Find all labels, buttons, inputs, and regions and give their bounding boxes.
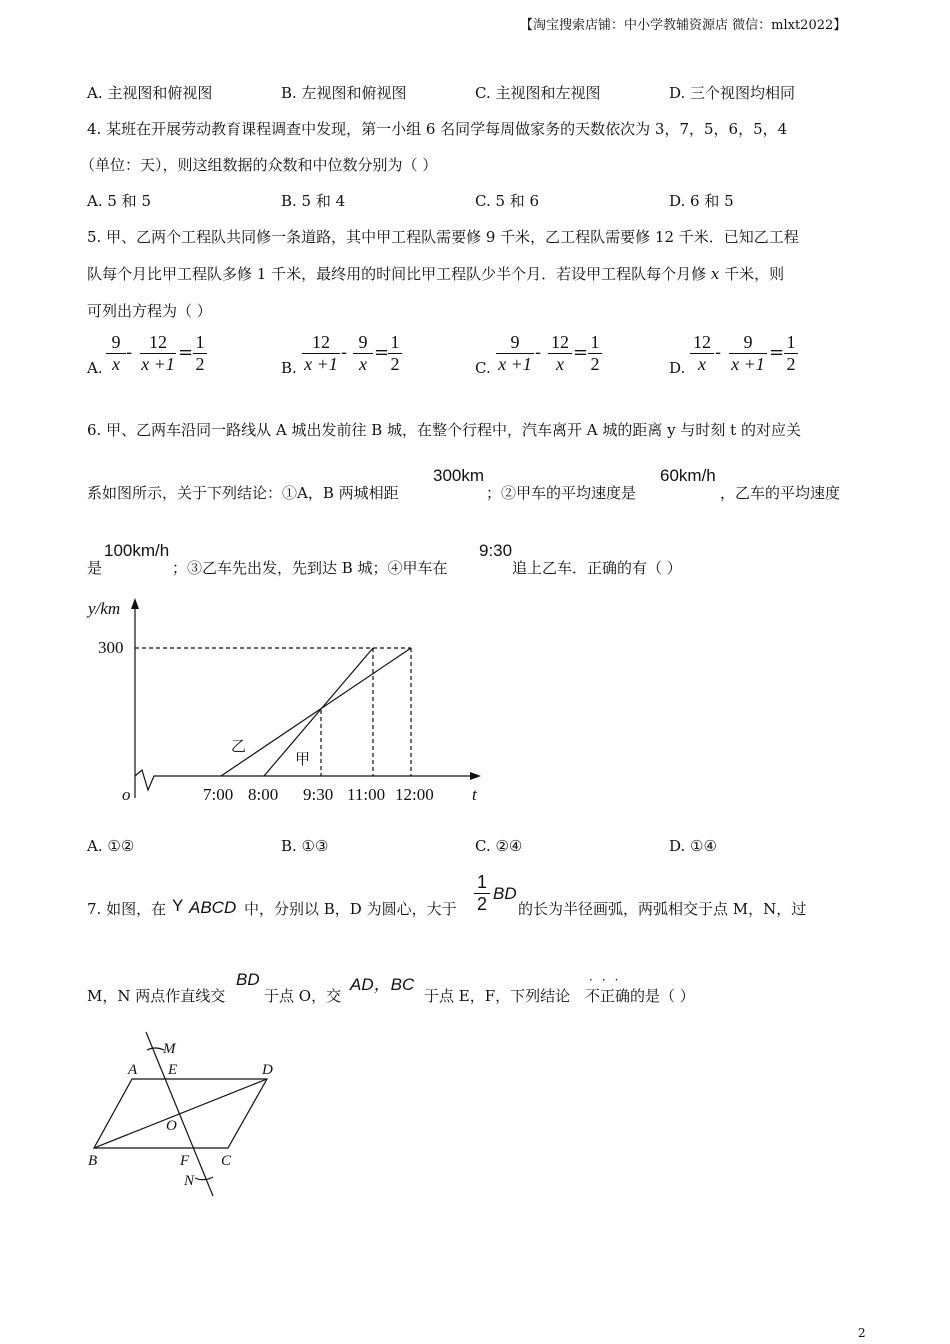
label-c: C — [221, 1153, 232, 1169]
q6-speed-a: 60km/h — [660, 466, 716, 485]
label-a: A — [128, 1062, 138, 1078]
q7-ad-bc: AD，BC — [350, 975, 415, 994]
q7-bd-2: BD — [236, 970, 260, 989]
q4-option-b: B. 5 和 4 — [281, 192, 346, 210]
q6-option-c: C. ②④ — [475, 837, 523, 855]
q5-text-line2: 队每个月比甲工程队多修 1 千米，最终用的时间比甲工程队少半个月．若设甲工程队每个月修 x 千米，则 — [87, 265, 785, 283]
q3-option-b: B. 左视图和俯视图 — [281, 84, 407, 102]
q4-option-a: A. 5 和 5 — [87, 192, 151, 210]
arc-n — [195, 1177, 213, 1180]
q6-text-line3c: 追上乙车．正确的有（ ） — [512, 559, 682, 577]
q7-text-line1b: 中，分别以 B，D 为圆心，大于 — [244, 900, 457, 918]
x-tick-700: 7:00 — [203, 785, 234, 804]
q6-distance: 300km — [433, 466, 485, 485]
q7-text-line1c: 的长为半径画弧，两弧相交于点 M，N，过 — [518, 900, 807, 918]
q6-text-line1: 6. 甲、乙两车沿同一路线从 A 城出发前往 B 城，在整个行程中，汽车离开 A 城的距离 y 与时刻 t 的对应关 — [87, 421, 801, 439]
q3-option-a: A. 主视图和俯视图 — [87, 84, 213, 102]
y-axis-label: y/km — [88, 599, 121, 618]
label-m: M — [163, 1041, 176, 1057]
q6-option-a: A. ①② — [87, 837, 135, 855]
x-tick-1200: 12:00 — [395, 785, 434, 804]
q6-text-line2c: ，乙车的平均速度 — [720, 484, 841, 502]
x-axis-label: t — [472, 785, 477, 804]
label-jia: 甲 — [295, 750, 311, 768]
q3-option-c: C. 主视图和左视图 — [475, 84, 601, 102]
q4-text-line2: （单位：天），则这组数据的众数和中位数分别为（ ） — [80, 156, 438, 174]
y-tick-300: 300 — [98, 638, 124, 657]
q6-text-line3a: 是 — [87, 559, 103, 577]
q3-option-d: D. 三个视图均相同 — [669, 84, 796, 102]
parallelogram-symbol: Y — [172, 896, 184, 915]
x-tick-800: 8:00 — [248, 785, 279, 804]
q6-text-line2a: 系如图所示，关于下列结论：①A，B 两城相距 — [87, 484, 399, 502]
x-tick-930: 9:30 — [303, 785, 334, 804]
label-n: N — [184, 1173, 195, 1189]
q7-text-line2a: M，N 两点作直线交 — [87, 987, 226, 1005]
q7-emphasis: 不正确 ··· — [585, 973, 631, 1005]
q5-text-line3: 可列出方程为（ ） — [87, 302, 212, 320]
line-mn — [146, 1032, 213, 1196]
label-d: D — [262, 1062, 273, 1078]
q7-text-line2c: 于点 E，F，下列结论 — [424, 987, 571, 1005]
q7-text-line1a: 7. 如图，在 — [87, 900, 167, 918]
page-header: 【淘宝搜索店铺：中小学教辅资源店 微信：mlxt2022】 — [520, 18, 847, 33]
q4-option-d: D. 6 和 5 — [669, 192, 734, 210]
origin-label: o — [122, 785, 131, 804]
q7-text-line2d: 的是（ ） — [630, 987, 695, 1005]
q7-abcd: ABCD — [189, 898, 237, 917]
q6-speed-b: 100km/h — [104, 541, 170, 560]
label-e: E — [168, 1062, 178, 1078]
q6-text-line3b: ；③乙车先出发，先到达 B 城；④甲车在 — [172, 559, 448, 577]
q7-half-fraction: $\frac{1}{2}$ — [474, 872, 490, 915]
x-tick-1100: 11:00 — [347, 785, 386, 804]
q6-text-line2b: ；②甲车的平均速度是 — [486, 484, 637, 502]
diagonal-bd — [94, 1079, 267, 1148]
label-f: F — [180, 1153, 190, 1169]
q5-text-line1: 5. 甲、乙两个工程队共同修一条道路，其中甲工程队需要修 9 千米，乙工程队需要修 12 千米．已知乙工程 — [87, 228, 799, 246]
q4-option-c: C. 5 和 6 — [475, 192, 540, 210]
q7-text-line2b: 于点 O，交 — [264, 987, 342, 1005]
q6-option-d: D. ①④ — [669, 837, 717, 855]
label-yi: 乙 — [231, 737, 247, 755]
page-number: 2 — [858, 1326, 866, 1340]
label-b: B — [88, 1153, 98, 1169]
q7-bd: BD — [493, 884, 517, 903]
label-o: O — [166, 1118, 177, 1134]
q6-time: 9:30 — [479, 541, 513, 560]
q4-text-line1: 4. 某班在开展劳动教育课程调查中发现，第一小组 6 名同学每周做家务的天数依次为 3，7，5，6，5，4 — [87, 120, 788, 138]
q6-option-b: B. ①③ — [281, 837, 329, 855]
arc-m — [147, 1048, 164, 1050]
